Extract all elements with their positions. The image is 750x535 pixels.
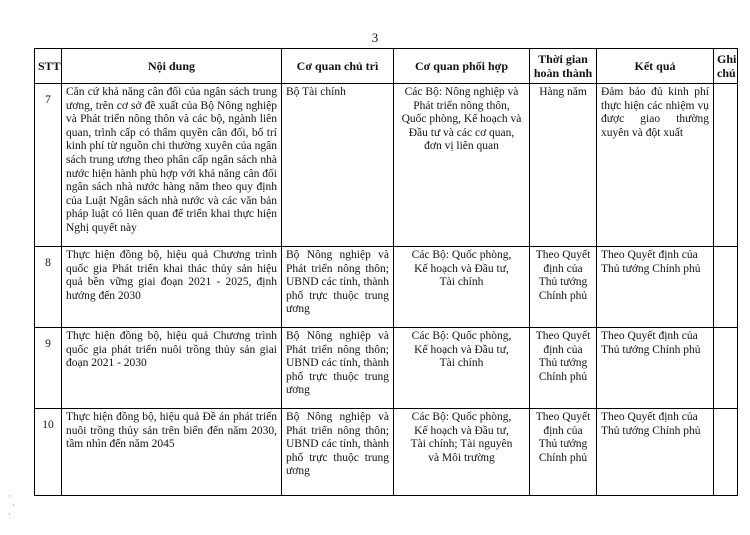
table-row <box>35 84 738 247</box>
row-result: Đảm bảo đủ kinh phí thực hiện các nhiệm vụ được giao thường xuyên và đột xuất <box>597 84 714 247</box>
row-content: Thực hiện đồng bộ, hiệu quả Chương trình quốc gia phát triển nuôi trồng thủy sản giai đoạn 2021 - 2030 <box>62 328 282 409</box>
table-header-row <box>35 49 738 84</box>
row-coordinating-agency: Các Bộ: Nông nghiệp và Phát triển nông thôn, Quốc phòng, Kế hoạch và Đầu tư và các cơ quan, đơn vị liên quan <box>394 84 530 247</box>
row-lead-agency: Bộ Nông nghiệp và Phát triển nông thôn; UBND các tỉnh, thành phố trực thuộc trung ương <box>282 247 394 328</box>
row-coordinating-agency: Các Bộ: Quốc phòng, Kế hoạch và Đầu tư, Tài chính <box>394 247 530 328</box>
header-coordinating-agency: Cơ quan phối hợp <box>394 49 530 84</box>
header-result: Kết quả <box>597 49 714 84</box>
row-coordinating-agency: Các Bộ: Quốc phòng, Kế hoạch và Đầu tư, Tài chính; Tài nguyên và Môi trường <box>394 409 530 496</box>
row-content: Căn cứ khả năng cân đối của ngân sách trung ương, trên cơ sở đề xuất của Bộ Nông nghiệp và Phát triển nông thôn và các bộ, ngành liên quan, trình cấp có thẩm quyền cân đối, bố trí kinh phí từ nguồn chi thường xuyên của ngân sách trung ương theo phân cấp ngân sách nhà nước hiện hành phù hợp với khả năng cân đối ngân sách nhà nước hàng năm theo quy định của Luật Ngân sách nhà nước và các văn bản pháp luật có liên quan để triển khai thực hiện Nghị quyết này <box>62 84 282 247</box>
row-stt: 7 <box>35 84 62 247</box>
row-completion-time: Hàng năm <box>530 84 597 247</box>
row-result: Theo Quyết định của Thủ tướng Chính phủ <box>597 328 714 409</box>
scan-specks: · · · <box>8 492 15 519</box>
header-completion-time: Thời gian hoàn thành <box>530 49 597 84</box>
row-result: Theo Quyết định của Thủ tướng Chính phủ <box>597 247 714 328</box>
task-table <box>34 48 738 496</box>
header-stt: STT <box>35 49 62 84</box>
table-row <box>35 328 738 409</box>
row-lead-agency: Bộ Tài chính <box>282 84 394 247</box>
header-lead-agency: Cơ quan chủ trì <box>282 49 394 84</box>
row-note <box>714 247 738 328</box>
row-stt: 10 <box>35 409 62 496</box>
row-content: Thực hiện đồng bộ, hiệu quả Đề án phát triển nuôi trồng thủy sản trên biển đến năm 2030, tầm nhìn đến năm 2045 <box>62 409 282 496</box>
header-content: Nội dung <box>62 49 282 84</box>
row-completion-time: Theo Quyết định của Thủ tướng Chính phủ <box>530 247 597 328</box>
table-row <box>35 409 738 496</box>
row-note <box>714 84 738 247</box>
row-note <box>714 409 738 496</box>
header-note: Ghi chú <box>714 49 738 84</box>
row-result: Theo Quyết định của Thủ tướng Chính phủ <box>597 409 714 496</box>
row-lead-agency: Bộ Nông nghiệp và Phát triển nông thôn; UBND các tỉnh, thành phố trực thuộc trung ương <box>282 328 394 409</box>
row-stt: 9 <box>35 328 62 409</box>
row-note <box>714 328 738 409</box>
table-row <box>35 247 738 328</box>
row-coordinating-agency: Các Bộ: Quốc phòng, Kế hoạch và Đầu tư, Tài chính <box>394 328 530 409</box>
row-completion-time: Theo Quyết định của Thủ tướng Chính phủ <box>530 409 597 496</box>
row-completion-time: Theo Quyết định của Thủ tướng Chính phủ <box>530 328 597 409</box>
row-stt: 8 <box>35 247 62 328</box>
row-content: Thực hiện đồng bộ, hiệu quả Chương trình quốc gia Phát triển khai thác thủy sản hiệu quả bền vững giai đoạn 2021 - 2025, định hướng đến 2030 <box>62 247 282 328</box>
page-number: 3 <box>371 30 379 45</box>
row-lead-agency: Bộ Nông nghiệp và Phát triển nông thôn; UBND các tỉnh, thành phố trực thuộc trung ương <box>282 409 394 496</box>
